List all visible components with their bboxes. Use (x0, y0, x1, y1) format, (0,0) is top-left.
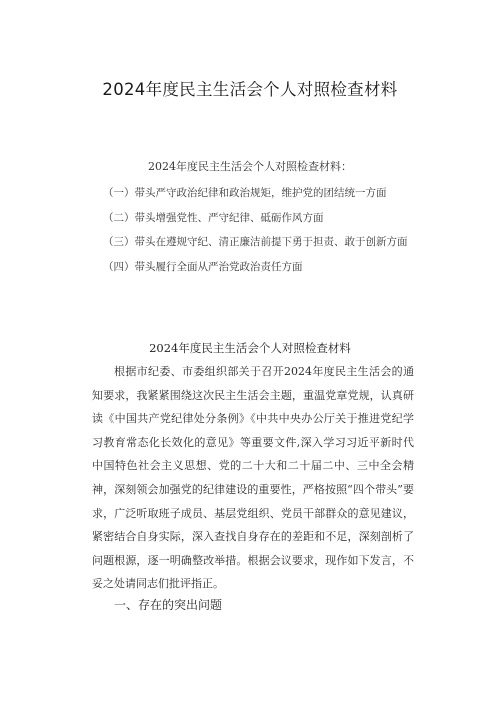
toc-heading: 2024年度民主生活会个人对照检查材料： (148, 160, 352, 173)
toc-item: （四）带头履行全面从严治党政治责任方面 (103, 260, 303, 273)
body-paragraph: 根据市纪委、市委组织部关于召开2024年度民主生活会的通知要求，我紧紧围绕这次民主生活会主题，重温党章党规，认真研读《中国共产党纪律处分条例》《中共中央办公厅关于推进党纪学习教育常态化长效化的意见》等重要文件,深入学习习近平新时代中国特色社会主义思想、党的二十大和二十届二中、三中全会精神，深刻领会加强党的纪律建设的重要性，严格按照“四个带头”要求，广泛听取班子成员、基层党组织、党员干部群众的意见建议，紧密结合自身实际，深入查找自身存在的差距和不足，深刻剖析了问题根源，逐一明确整改举措。根据会议要求，现作如下发言，不妥之处请同志们批评指正。 (92, 365, 414, 591)
toc-list (103, 181, 408, 279)
sub-heading: 一、存在的突出问题 (114, 598, 223, 612)
toc-item: （一）带头严守政治纪律和政治规矩，维护党的团结统一方面 (103, 187, 387, 199)
toc-item: （三）带头在遵规守纪、清正廉洁前提下勇于担责、敢于创新方面 (103, 236, 408, 249)
section-title: 2024年度民主生活会个人对照检查材料 (149, 341, 351, 355)
document-title: 2024年度民主生活会个人对照检查材料 (102, 80, 398, 99)
toc-item: （二）带头增强党性、严守纪律、砥砺作风方面 (103, 211, 324, 224)
